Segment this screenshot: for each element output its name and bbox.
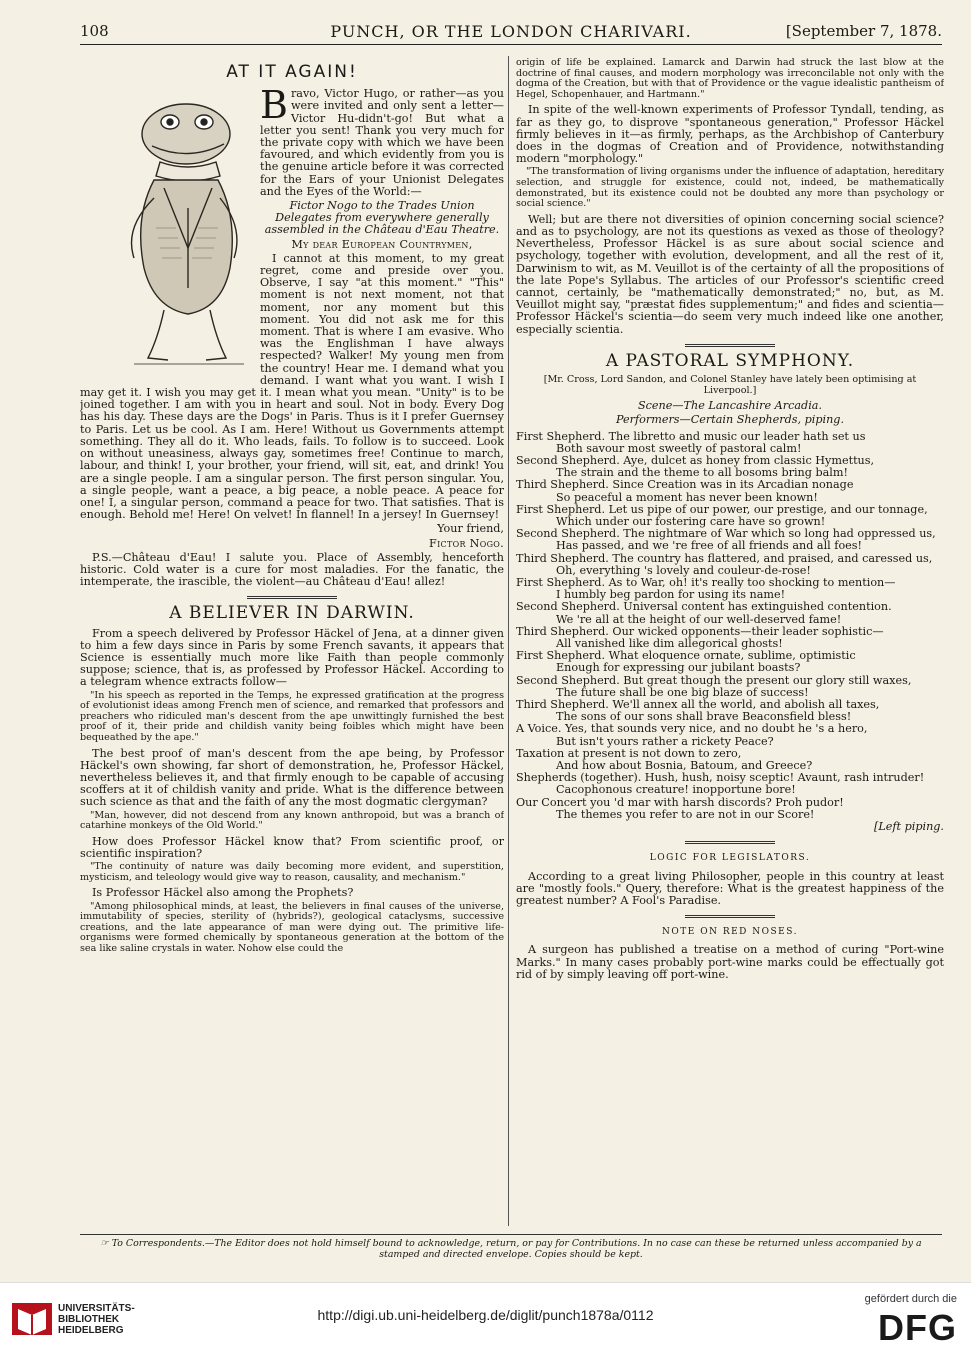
- library-name-line: BIBLIOTHEK: [58, 1314, 120, 1325]
- verse-line: Enough for expressing our jubilant boasts?: [556, 661, 801, 675]
- left-column: [80, 58, 504, 1226]
- verse-line: Has passed, and we 're free of all friends and all foes!: [556, 539, 863, 553]
- scene-text: Scene—The Lancashire Arcadia.: [637, 399, 823, 413]
- verse-line: All vanished like dim allegorical ghosts!: [556, 637, 783, 651]
- performers-text: Performers—Certain Shepherds, piping.: [616, 413, 844, 427]
- verse-line: The sons of our sons shall brave Beaconsfield bless!: [556, 710, 852, 724]
- section-rule: [685, 915, 775, 918]
- article-heading-noses: NOTE ON RED NOSES.: [662, 927, 798, 938]
- verse-line: The strain and the theme to all bosoms bring balm!: [556, 466, 848, 480]
- verse-line: The future shall be one big blaze of success!: [556, 685, 809, 699]
- quotation: "Among philosophical minds, at least, the believers in final causes of the universe, immutability of species, sterility of (hybrids?), geological cataclysms, successive creations, and the late appearance of man were dying out. The primitive life-organisms were formed chemically by spontaneous generation at the bottom of the sea like saline crystals in water. Nohow else could the: [80, 900, 504, 954]
- postscript: P.S.—Château d'Eau! I salute you. Place of Assembly, henceforth historic. Cold water is a cure for most maladies. For the fanatic, the intemperate, the irascible, the violent—au Château d'Eau! allez!: [80, 550, 504, 589]
- verse-line: Both savour most sweetly of pastoral calm!: [556, 441, 802, 455]
- paragraph: I cannot at this moment, to my great regret, come and preside over you. Observe, I say "at this moment." "This" moment is not next moment, not that moment, nor any moment but this moment. You did not ask me for this moment. That is where I am evasive. Who was the Englishman I have always respected? Walker! My young men from the country! Hear me. I demand what you demand. I want what you want. I wish I may get it. I wish you may get it. I mean what you mean. "Unity" is to be joined together. I am with you in heart and soul. Not in body. Every Dog has his day. These days are the Dogs' in Paris. Thus is it I prefer Guernsey to Paris. Let us be cool. As I am. Here! Without us Governments attempt something. They all do it. Who leads, fails. To follow is to succeed. Look on without uneasiness, always gay, sometimes free! Continue to march, labour, and think! I, your brother, your friend, will sit, eat, and drink! You are a single people. I am a singular person. The first person singular. You, a single people, want a peace, a big peace, a noble peace. A peace for one! I, a singular person, command a peace for two. That satisfies. That is enough. Behold me! Here! On velvet! In flannel! In a jersey! In Guernsey!: [80, 251, 504, 522]
- article-heading-at-it-again: AT IT AGAIN!: [226, 62, 358, 82]
- paragraph: Well; but are there not diversities of opinion concerning social science? and as to psychology, are not its questions as vexed as those of theology? Nevertheless, Professor Häckel is as sure about social science and psychology, together with evolution, development, and all the rest of it, Darwinism to wit, as M. Veuillot is of the certainty of all the propositions of the late Pope's Syllabus. The articles of our Professor's scientific creed cannot, certainly, be "mathematically demonstrated;" no, but, as M. Veuillot might say, "præstat fides supplementum;" and fides and scientia—Professor Häckel's scientia—do seem very much indeed like one another, especially scientia.: [516, 212, 944, 336]
- library-name-line: UNIVERSITÄTS-: [58, 1303, 135, 1314]
- editorial-note: [Mr. Cross, Lord Sandon, and Colonel Stanley have lately been optimising at Liverpool.]: [543, 374, 917, 396]
- verse-line: First Shepherd. As to War, oh! it's really too shocking to mention—: [516, 576, 896, 590]
- notice-text: stamped and directed envelope. Copies should be kept.: [379, 1249, 643, 1260]
- paragraph: According to a great living Philosopher, people in this country at least are "mostly fools." Query, therefore: What is the greatest happiness of the greatest number? A Fool's Paradise.: [516, 869, 944, 907]
- notice-line: [80, 1249, 942, 1260]
- section-rule: [685, 344, 775, 347]
- paragraph-text: ravo, Victor Hugo, or rather—as you were invited and only sent a letter—Victor Hu-didn't-go! But what a letter you sent! Thank you very much for the private copy with which we have been favoured, and which evidently from you is the genuine article before it was corrected for the Ears of your Unionist Delegates and the Eyes of the World:—: [260, 87, 504, 198]
- notice-text: ☞ To Correspondents.—The Editor does not hold himself bound to acknowledge, return, or pay for Contributions. In no case can these be returned unless accompanied by a: [100, 1238, 922, 1249]
- section-rule: [247, 596, 337, 599]
- address-text: Fictor Nogo to the Trades Union Delegates from everywhere generally assembled in the Château d'Eau Theatre.: [264, 199, 500, 237]
- verse-line: But isn't yours rather a rickety Peace?: [556, 734, 774, 748]
- verse-line: Shepherds (together). Hush, hush, noisy sceptic! Avaunt, rash intruder!: [516, 771, 925, 785]
- source-url-link[interactable]: http://digi.ub.uni-heidelberg.de/diglit/punch1878a/0112: [317, 1307, 654, 1323]
- stage-direction: [516, 821, 944, 833]
- paragraph: From a speech delivered by Professor Häckel of Jena, at a dinner given to him a few days since in Paris by some French savants, it appears that Science is essentially much more like Faith than people commonly suppose; science, that is, as professed by Professor Häckel. According to a telegram whence extracts follow—: [80, 626, 504, 689]
- letter-salutation: My dear European Countrymen,: [291, 237, 473, 251]
- issue-date: [September 7, 1878.: [785, 22, 942, 40]
- page-header: [80, 22, 942, 45]
- paragraph: The best proof of man's descent from the ape being, by Professor Häckel's own showing, far short of demonstration, he, Professor Häckel, nevertheless believes it, and that firmly enough to be capable of accusing scoffers at it of childish vanity and pride. What is the difference between such science as that and the faith of any the most dogmatic clergyman?: [80, 746, 504, 809]
- paragraph: How does Professor Häckel know that? From scientific proof, or scientific inspiration?: [80, 834, 504, 860]
- verse-line: Third Shepherd. Our wicked opponents—their leader sophistic—: [516, 624, 884, 638]
- verse-line: Third Shepherd. The country has flattered, and praised, and caressed us,: [516, 551, 933, 565]
- verse-line: I humbly beg pardon for using its name!: [556, 588, 786, 602]
- paragraph: In spite of the well-known experiments of Professor Tyndall, tending, as far as they go, to disprove "spontaneous generation," Professor Häckel firmly believes in it—as firmly, perhaps, as the Archbishop of Canterbury does in the dogmas of Creation and of Providence, notwithstanding modern "morphology.": [516, 103, 944, 166]
- drop-cap: B: [260, 83, 288, 128]
- page-number: 108: [80, 22, 109, 40]
- quotation: "Man, however, did not descend from any known anthropoid, but was a branch of catarhine monkeys of the Old World.": [80, 809, 504, 832]
- frog-caricature-illustration: [104, 88, 254, 378]
- digitization-footer: [0, 1282, 971, 1354]
- verse-line: Our Concert you 'd mar with harsh discords? Proh pudor!: [516, 795, 844, 809]
- verse-line: So peaceful a moment has never been known!: [556, 490, 818, 504]
- verse-line: First Shepherd. What eloquence ornate, sublime, optimistic: [516, 649, 856, 663]
- verse-line: First Shepherd. Let us pipe of our power, our prestige, and our tonnage,: [516, 502, 928, 516]
- scene-line: [516, 400, 944, 412]
- verse-line: Third Shepherd. Since Creation was in its Arcadian nonage: [516, 478, 854, 492]
- paragraph: Is Professor Häckel also among the Prophets?: [92, 886, 354, 900]
- verse-line: First Shepherd. The libretto and music our leader hath set us: [516, 429, 866, 443]
- verse-line: Oh, everything 's lovely and couleur-de-rose!: [556, 563, 811, 577]
- paragraph: A surgeon has published a treatise on a method of curing "Port-wine Marks." In many cases probably port-wine marks could be effectually got rid of by simply leaving off port-wine.: [516, 943, 944, 981]
- right-column: [516, 58, 944, 1226]
- quotation: "The continuity of nature was daily becoming more evident, and superstition, mysticism, and teleology would give way to reason, causality, and mechanism.": [80, 861, 504, 883]
- verse-line: And how about Bosnia, Batoum, and Greece?: [556, 759, 813, 773]
- funding-label: gefördert durch die: [864, 1293, 957, 1305]
- verse-line: The themes you refer to are not in our Score!: [556, 807, 815, 821]
- verse-line: A Voice. Yes, that sounds very nice, and no doubt he 's a hero,: [516, 722, 868, 736]
- verse-line: Cacophonous creature! inopportune bore!: [556, 783, 796, 797]
- quotation: "In his speech as reported in the Temps, he expressed gratification at the progress of evolutionist ideas among French men of science, and remarked that professors and preachers who ridiculed man's descent from the ape unwittingly furnished the best proof of it, their pride and childish vanity being foibles which might have been bequeathed by the ape.": [80, 689, 504, 743]
- article-heading-believer: A BELIEVER IN DARWIN.: [169, 603, 415, 624]
- verse-line: Which under our fostering care have so grown!: [556, 515, 826, 529]
- section-rule: [685, 841, 775, 844]
- quotation: "The transformation of living organisms under the influence of adaptation, hereditary selection, and struggle for existence, could not, indeed, be mathematically demonstrated, but its existence could not be doubted any more than psychology or social science.": [516, 166, 944, 210]
- verse-line: Second Shepherd. The nightmare of War which so long had oppressed us,: [516, 527, 936, 541]
- dfg-logo: DFG: [878, 1307, 957, 1348]
- article-heading-pastoral: A PASTORAL SYMPHONY.: [605, 350, 855, 371]
- exit-text: [Left piping.: [873, 820, 944, 834]
- library-name-line: HEIDELBERG: [58, 1325, 124, 1336]
- letter-signature: Fictor Nogo.: [429, 536, 504, 550]
- verse-line: We 're all at the height of our well-deserved fame!: [556, 612, 842, 626]
- verse-line: Third Shepherd. We'll annex all the world, and abolish all taxes,: [516, 698, 880, 712]
- verse-line: Second Shepherd. Aye, dulcet as honey from classic Hymettus,: [516, 454, 875, 467]
- letter-closing: Your friend,: [437, 522, 504, 536]
- verse-line: Second Shepherd. But great though the present our glory still waxes,: [516, 673, 912, 687]
- verse-line: Taxation at present is not down to zero,: [516, 746, 742, 760]
- article-heading-logic: LOGIC FOR LEGISLATORS.: [649, 853, 811, 864]
- performers-line: [516, 414, 944, 426]
- quotation-continued: origin of life be explained. Lamarck and Darwin had struck the last blow at the doctrine of final causes, and modern morphology was irreconcilable not only with the dogma of the Creation, but with that of Providence or the vague idealistic pantheism of Hegel, Schopenhauer, and Hartmann.": [516, 58, 944, 100]
- verse-line: Second Shepherd. Universal content has extinguished contention.: [516, 600, 892, 614]
- verse-block: [516, 431, 944, 822]
- masthead-title: PUNCH, OR THE LONDON CHARIVARI.: [330, 22, 692, 41]
- column-divider: [508, 56, 509, 1226]
- correspondents-notice: [80, 1234, 942, 1268]
- notice-line: [80, 1238, 942, 1249]
